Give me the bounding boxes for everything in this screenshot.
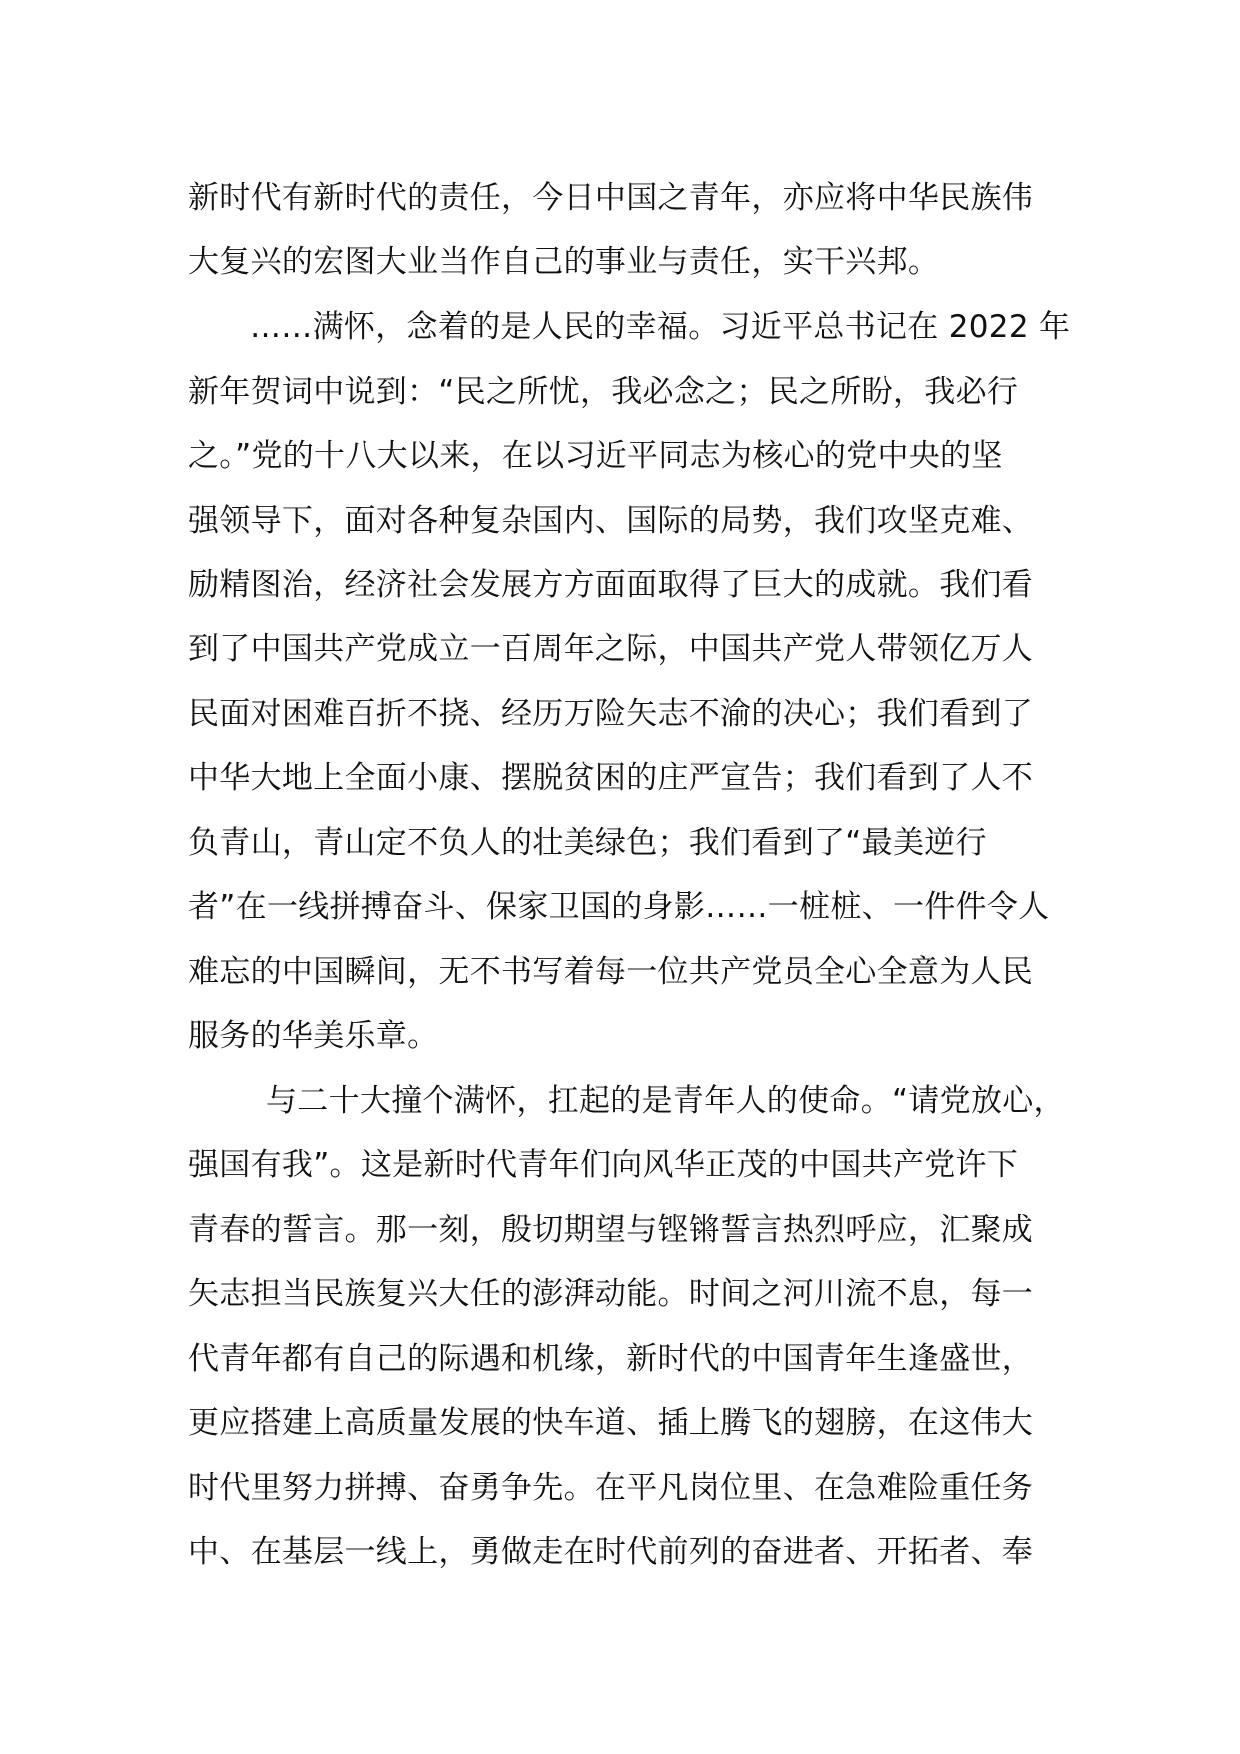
text-line: 新年贺词中说到：“民之所忧，我必念之；民之所盼，我必行 — [188, 374, 1019, 410]
text-line: 到了中国共产党成立一百周年之际，中国共产党人带领亿万人 — [188, 631, 1034, 667]
text-line: 者”在一线拼搏奋斗、保家卫国的身影……一桩桩、一件件令人 — [188, 889, 1050, 925]
text-line: 中、在基层一线上，勇做走在时代前列的奋进者、开拓者、奉 — [188, 1534, 1034, 1570]
text-line: 矢志担当民族复兴大任的澎湃动能。时间之河川流不息，每一 — [188, 1276, 1034, 1312]
text-line: 时代里努力拼搏、奋勇争先。在平凡岗位里、在急难险重任务 — [188, 1470, 1034, 1506]
text-line: 新时代有新时代的责任，今日中国之青年，亦应将中华民族伟 — [188, 180, 1034, 216]
text-line: 大复兴的宏图大业当作自己的事业与责任，实干兴邦。 — [188, 244, 940, 280]
text-line: 服务的华美乐章。 — [188, 1018, 439, 1054]
text-line: 强国有我”。这是新时代青年们向风华正茂的中国共产党许下 — [188, 1147, 1019, 1183]
text-line: 难忘的中国瞬间，无不书写着每一位共产党员全心全意为人民 — [188, 954, 1034, 990]
text-line: 民面对困难百折不挠、经历万险矢志不渝的决心；我们看到了 — [188, 696, 1034, 732]
text-line: 代青年都有自己的际遇和机缘，新时代的中国青年生逢盛世， — [188, 1341, 1034, 1377]
text-line: 更应搭建上高质量发展的快车道、插上腾飞的翅膀，在这伟大 — [188, 1405, 1034, 1441]
text-line: 励精图治，经济社会发展方方面面取得了巨大的成就。我们看 — [188, 567, 1034, 603]
paragraph-start-line: 与二十大撞个满怀，扛起的是青年人的使命。“请党放心， — [266, 1083, 1065, 1119]
text-line: 强领导下，面对各种复杂国内、国际的局势，我们攻坚克难、 — [188, 503, 1034, 539]
paragraph-start-line: ……满怀，念着的是人民的幸福。习近平总书记在 2022 年 — [250, 309, 1071, 345]
text-line: 之。”党的十八大以来，在以习近平同志为核心的党中央的坚 — [188, 438, 1003, 474]
text-line: 负青山，青山定不负人的壮美绿色；我们看到了“最美逆行 — [188, 825, 987, 861]
text-line: 青春的誓言。那一刻，殷切期望与铿锵誓言热烈呼应，汇聚成 — [188, 1212, 1034, 1248]
text-line: 中华大地上全面小康、摆脱贫困的庄严宣告；我们看到了人不 — [188, 760, 1034, 796]
